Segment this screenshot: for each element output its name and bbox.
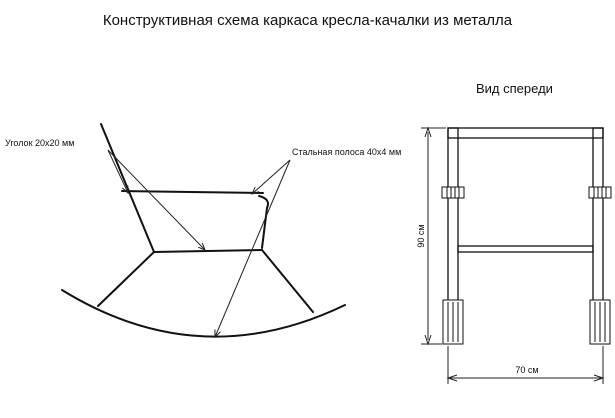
front-leg <box>262 250 313 312</box>
width-dimension-label: 70 см <box>515 365 539 375</box>
left-pin <box>442 187 464 198</box>
page-title: Конструктивная схема каркаса кресла-качалки из металла <box>102 12 513 29</box>
right-post <box>593 128 603 305</box>
height-dimension-label: 90 см <box>416 224 426 248</box>
rear-leg <box>98 252 154 306</box>
front-view-title: Вид спереди <box>476 81 553 96</box>
top-rail <box>448 128 603 138</box>
rocker-arc <box>62 290 345 337</box>
backrest-rod <box>101 124 154 252</box>
label-steel-strip: Стальная полоса 40x4 мм <box>292 147 402 157</box>
right-rocker-foot <box>590 300 610 344</box>
label-angle-steel: Уголок 20x20 мм <box>5 138 75 148</box>
front-view <box>442 128 611 344</box>
right-pin <box>589 187 611 198</box>
seat <box>154 250 262 252</box>
left-rocker-foot <box>443 300 463 344</box>
left-post <box>448 128 458 305</box>
seat-rail <box>458 246 593 252</box>
armrest <box>122 191 263 193</box>
